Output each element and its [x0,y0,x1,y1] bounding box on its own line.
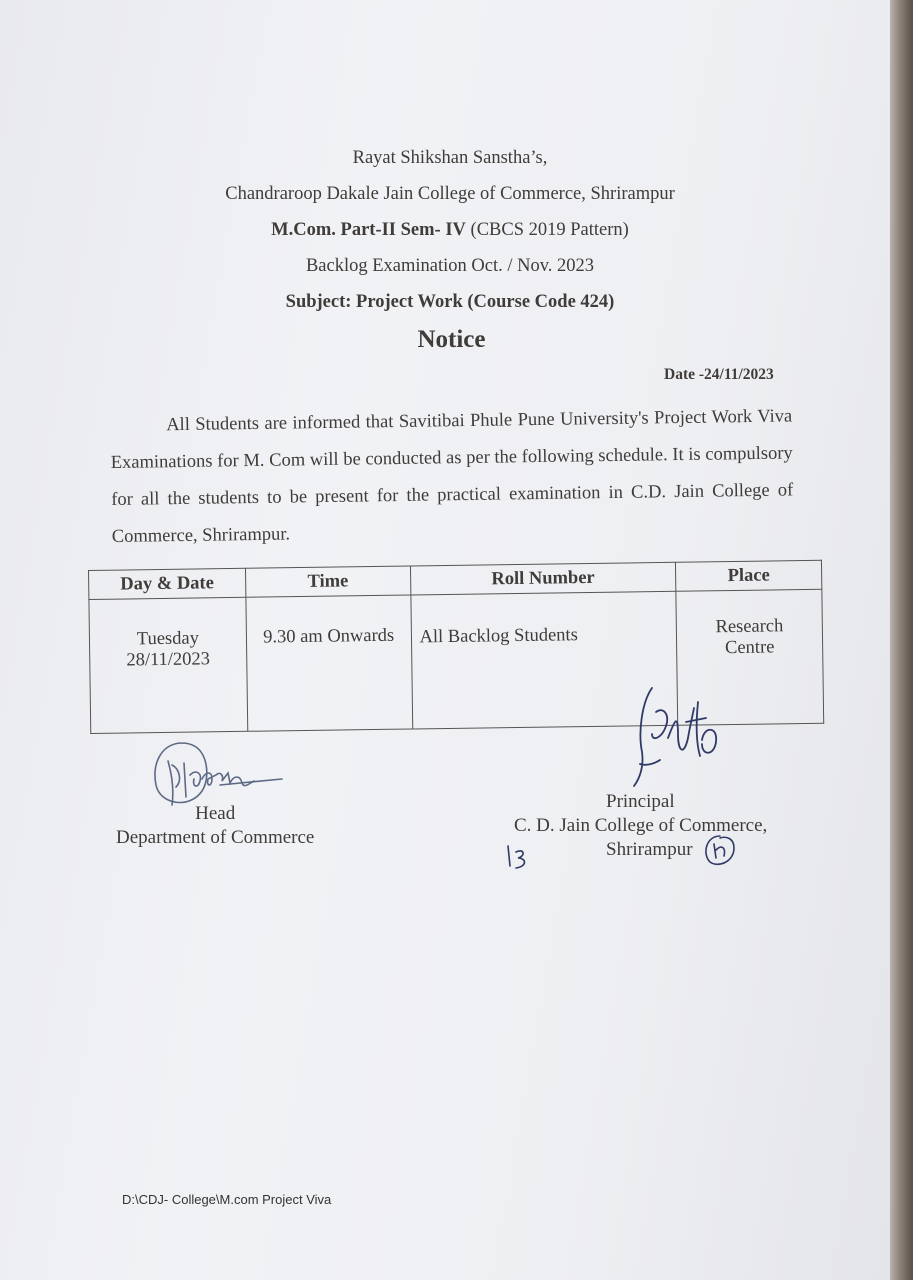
subject-text: Subject: Project Work (Course Code 424) [285,292,615,312]
notice-date: Date -24/11/2023 [664,366,774,383]
header-day-date: Day & Date [89,568,246,599]
cell-place-line2: Centre [724,637,775,659]
sanstha-name: Rayat Shikshan Sanstha’s, [352,148,548,168]
file-path-footer: D:\CDJ- College\M.com Project Viva [122,1192,332,1207]
course-pattern: (CBCS 2019 Pattern) [465,220,629,240]
notice-title: Notice [417,326,486,353]
cell-time: 9.30 am Onwards [246,595,413,731]
notice-paragraph: All Students are informed that Savitibai Phule Pune University's Project Work Viva Examinations for M. Com will be conducted as per the following schedule. It is compulsory for all the students to be present for the practical examination in C.D. Jain College of Commerce, Shrirampur. [110,406,794,547]
principal-signature-block [514,790,767,862]
cell-day: Tuesday [136,628,200,650]
background-edge [890,0,913,1280]
header-time: Time [245,566,410,597]
course-bold: M.Com. Part-II Sem- IV [271,220,466,240]
document-header [0,140,900,320]
cell-place-line1: Research [715,616,784,638]
head-department: Department of Commerce [116,827,315,848]
cell-roll-number: All Backlog Students [410,591,677,729]
exam-line: Backlog Examination Oct. / Nov. 2023 [305,256,595,276]
principal-signature [622,682,732,794]
header-roll-number: Roll Number [410,562,676,595]
principal-college: C. D. Jain College of Commerce, [514,815,768,836]
notice-body [110,398,794,556]
principal-place: Shrirampur [606,839,693,860]
college-name: Chandraroop Dakale Jain College of Commerce, Shrirampur [225,184,675,204]
header-place: Place [676,560,822,591]
cell-day-date [89,597,248,733]
subject-line [0,284,900,320]
head-title: Head [195,803,236,824]
course-line [0,212,900,248]
head-signature-block [116,802,314,850]
cell-date: 28/11/2023 [126,649,211,671]
principal-title: Principal [606,791,675,812]
